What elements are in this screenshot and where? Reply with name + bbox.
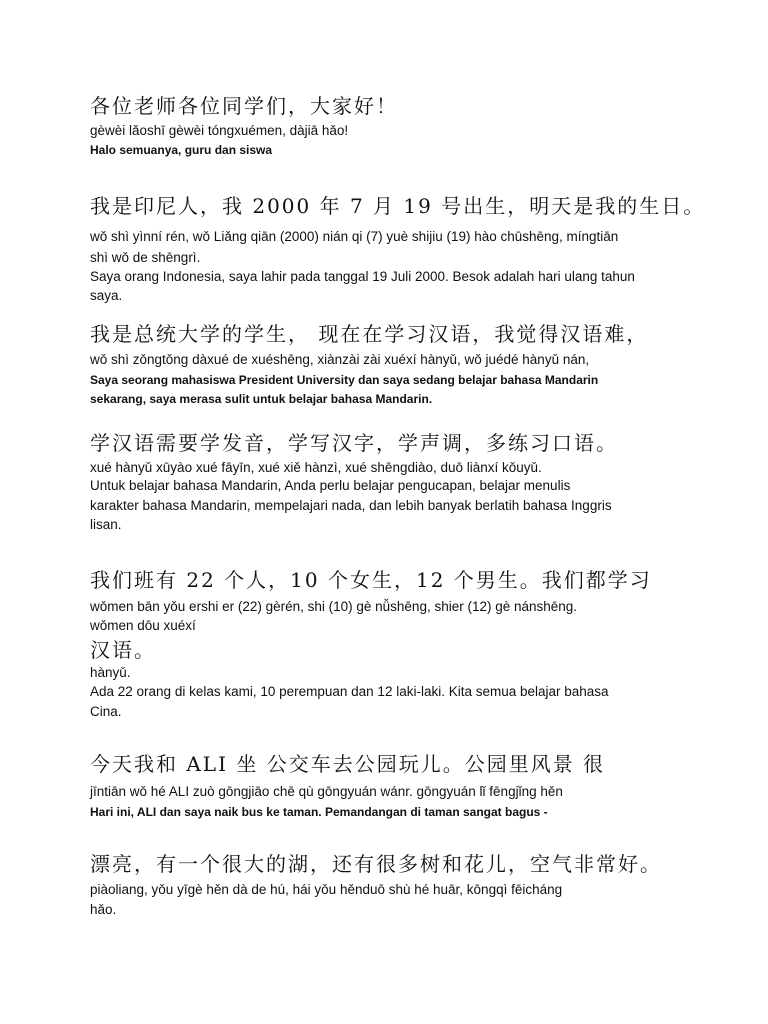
translation-line-4c: lisan.: [90, 517, 122, 532]
translation-line-3b: sekarang, saya merasa sulit untuk belajar bahasa Mandarin.: [90, 392, 433, 406]
chinese-line-5-cont: 汉语。: [90, 638, 156, 662]
pinyin-line-6: jīntiān wǒ hé ALI zuò gōngjiāo chē qù gōngyuán wánr. gōngyuán lǐ fēngjǐng hěn: [90, 784, 563, 799]
translation-line-6: Hari ini, ALI dan saya naik bus ke taman. Pemandangan di taman sangat bagus -: [90, 805, 548, 819]
pinyin-line-4: xué hànyǔ xūyào xué fāyīn, xué xiě hànzì, xué shēngdiào, duō liànxí kǒuyǔ.: [90, 460, 542, 475]
translation-line-3a: Saya seorang mahasiswa President University dan saya sedang belajar bahasa Mandarin: [90, 373, 599, 387]
pinyin-line-5a: wǒmen bān yǒu ershi er (22) gèrén, shi (10) gè nǚshēng, shier (12) gè nánshēng.: [90, 599, 578, 614]
pinyin-line-5c: hànyǔ.: [90, 665, 131, 680]
translation-line-4b: karakter bahasa Mandarin, mempelajari nada, dan lebih banyak berlatih bahasa Inggris: [90, 498, 612, 513]
translation-line-2a: Saya orang Indonesia, saya lahir pada tanggal 19 Juli 2000. Besok adalah hari ulang tahun: [90, 269, 635, 284]
pinyin-line-7b: hǎo.: [90, 902, 117, 917]
translation-line-1: Halo semuanya, guru dan siswa: [90, 143, 273, 157]
translation-line-4a: Untuk belajar bahasa Mandarin, Anda perlu belajar pengucapan, belajar menulis: [90, 478, 571, 493]
translation-line-5b: Cina.: [90, 704, 122, 719]
chinese-line-1: 各位老师各位同学们，大家好！: [90, 94, 398, 118]
chinese-line-3: 我是总统大学的学生， 现在在学习汉语，我觉得汉语难，: [90, 322, 649, 346]
pinyin-line-2a: wǒ shì yìnní rén, wǒ Liǎng qiān (2000) nián qi (7) yuè shijiu (19) hào chūshēng, míngtiān: [90, 229, 619, 244]
pinyin-line-2b: shì wǒ de shēngrì.: [90, 250, 201, 265]
chinese-line-4: 学汉语需要学发音，学写汉字，学声调，多练习口语。: [90, 431, 618, 455]
pinyin-line-3: wǒ shì zǒngtǒng dàxué de xuéshēng, xiànzài zài xuéxí hànyǔ, wǒ juédé hànyǔ nán,: [90, 352, 590, 367]
pinyin-line-5b: wǒmen dōu xuéxí: [90, 618, 196, 633]
chinese-line-7: 漂亮，有一个很大的湖，还有很多树和花儿，空气非常好。: [90, 852, 662, 876]
pinyin-line-1: gèwèi lǎoshī gèwèi tóngxuémen, dàjiā hǎo!: [90, 123, 349, 138]
translation-line-2b: saya.: [90, 288, 123, 303]
chinese-line-6: 今天我和 ALI 坐 公交车去公园玩儿。公园里风景 很: [90, 752, 606, 776]
translation-line-5a: Ada 22 orang di kelas kami, 10 perempuan dan 12 laki-laki. Kita semua belajar bahasa: [90, 684, 609, 699]
pinyin-line-7a: piàoliang, yǒu yīgè hěn dà de hú, hái yǒu hěnduō shù hé huār, kōngqì fēicháng: [90, 882, 563, 897]
chinese-line-5: 我们班有 22 个人，10 个女生，12 个男生。我们都学习: [90, 568, 652, 592]
chinese-line-2: 我是印尼人，我 2000 年 7 月 19 号出生，明天是我的生日。: [90, 194, 706, 218]
